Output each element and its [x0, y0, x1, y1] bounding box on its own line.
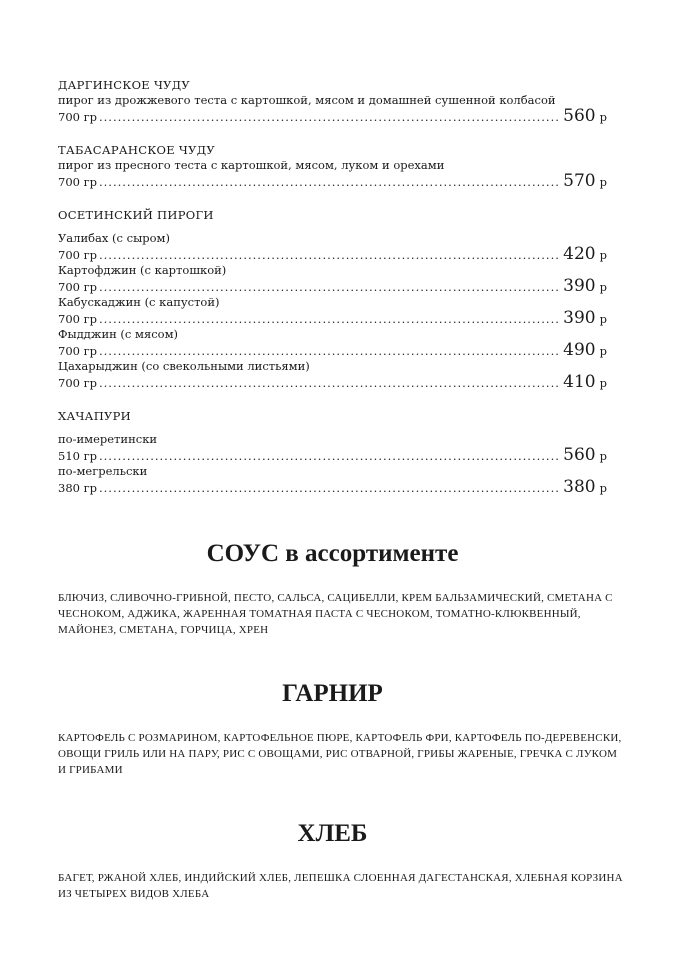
item-price: 390 — [563, 308, 596, 328]
item-weight: 380 гр — [58, 481, 97, 495]
item-price: 410 — [563, 372, 596, 392]
dot-leader — [99, 109, 561, 125]
section-garnish — [58, 680, 622, 778]
dish-description: пирог из дрожжевого теста с картошкой, мясом и домашней сушенной колбасой — [58, 93, 556, 107]
dot-leader — [99, 343, 561, 359]
group-title: ХАЧАПУРИ — [58, 409, 132, 423]
item-name: Цахарыджин (со свекольными листьями) — [58, 359, 310, 373]
section-text: БЛЮЧИЗ, СЛИВОЧНО-ГРИБНОЙ, ПЕСТО, САЛЬСА, САЦИБЕЛЛИ, КРЕМ БАЛЬЗАМИЧЕСКИЙ, СМЕТАНА С ЧЕСНОКОМ, АДЖИКА, ЖАРЕННАЯ ТОМАТНАЯ ПАСТА С ЧЕСНОКОМ, ТОМАТНО-КЛЮКВЕННЫЙ, МАЙОНЕЗ, СМЕТАНА, ГОРЧИЦА, ХРЕН — [58, 592, 613, 636]
menu-group-khachapuri — [58, 409, 607, 496]
menu-item — [58, 231, 607, 263]
dish-title: ДАРГИНСКОЕ ЧУДУ — [58, 78, 191, 92]
item-name: Фыдджин (с мясом) — [58, 327, 179, 341]
price-line — [58, 374, 607, 391]
item-weight: 700 гр — [58, 248, 97, 262]
item-weight: 700 гр — [58, 312, 97, 326]
menu-item — [58, 295, 607, 327]
item-weight: 700 гр — [58, 376, 97, 390]
menu-item — [58, 263, 607, 295]
item-price: 490 — [563, 340, 596, 360]
section-title: ХЛЕБ — [297, 820, 368, 847]
item-price: 420 — [563, 244, 596, 264]
price-line — [58, 342, 607, 359]
dish-price: 560 — [563, 106, 596, 126]
menu-item — [58, 432, 607, 464]
item-name: по-мегрельски — [58, 464, 148, 478]
dot-leader — [99, 375, 561, 391]
dot-leader — [99, 279, 561, 295]
dish-weight: 700 гр — [58, 175, 97, 189]
section-title: ГАРНИР — [282, 680, 383, 707]
item-name: Уалибах (с сыром) — [58, 231, 170, 245]
currency: р — [599, 481, 607, 495]
item-price: 560 — [563, 445, 596, 465]
price-line — [58, 447, 607, 464]
currency: р — [599, 312, 607, 326]
dot-leader — [99, 311, 561, 327]
price-line — [58, 173, 607, 190]
currency: р — [599, 175, 607, 189]
menu-item-tabasaran-chudu — [58, 143, 607, 190]
menu-item — [58, 359, 607, 391]
item-weight: 700 гр — [58, 344, 97, 358]
item-name: Картофджин (с картошкой) — [58, 263, 227, 277]
currency: р — [599, 344, 607, 358]
menu-group-ossetian-pies — [58, 208, 607, 391]
group-title: ОСЕТИНСКИЙ ПИРОГИ — [58, 208, 214, 222]
dish-title: ТАБАСАРАНСКОЕ ЧУДУ — [58, 143, 215, 157]
currency: р — [599, 248, 607, 262]
item-name: по-имеретински — [58, 432, 158, 446]
item-price: 380 — [563, 477, 596, 497]
section-bread — [58, 820, 623, 902]
price-line — [58, 479, 607, 496]
item-name: Кабускаджин (с капустой) — [58, 295, 220, 309]
price-line — [58, 246, 607, 263]
price-line — [58, 108, 607, 125]
dot-leader — [99, 174, 561, 190]
menu-item — [58, 327, 607, 359]
menu-item — [58, 464, 607, 496]
menu-item-dargin-chudu — [58, 78, 607, 125]
section-text: КАРТОФЕЛЬ С РОЗМАРИНОМ, КАРТОФЕЛЬНОЕ ПЮРЕ, КАРТОФЕЛЬ ФРИ, КАРТОФЕЛЬ ПО-ДЕРЕВЕНСКИ, ОВОЩИ ГРИЛЬ ИЛИ НА ПАРУ, РИС С ОВОЩАМИ, РИС ОТВАРНОЙ, ГРИБЫ ЖАРЕНЫЕ, ГРЕЧКА С ЛУКОМ И ГРИБАМИ — [58, 732, 622, 776]
section-sauce — [58, 540, 613, 638]
dish-price: 570 — [563, 171, 596, 191]
dish-description: пирог из пресного теста с картошкой, мясом, луком и орехами — [58, 158, 445, 172]
item-weight: 510 гр — [58, 449, 97, 463]
section-title: СОУС в ассортименте — [206, 540, 459, 567]
dot-leader — [99, 480, 561, 496]
currency: р — [599, 449, 607, 463]
currency: р — [599, 110, 607, 124]
price-line — [58, 310, 607, 327]
item-weight: 700 гр — [58, 280, 97, 294]
currency: р — [599, 280, 607, 294]
section-text: БАГЕТ, РЖАНОЙ ХЛЕБ, ИНДИЙСКИЙ ХЛЕБ, ЛЕПЕШКА СЛОЕННАЯ ДАГЕСТАНСКАЯ, ХЛЕБНАЯ КОРЗИНА ИЗ ЧЕТЫРЕХ ВИДОВ ХЛЕБА — [58, 872, 623, 900]
price-line — [58, 278, 607, 295]
dot-leader — [99, 247, 561, 263]
dish-weight: 700 гр — [58, 110, 97, 124]
item-price: 390 — [563, 276, 596, 296]
currency: р — [599, 376, 607, 390]
dot-leader — [99, 448, 561, 464]
